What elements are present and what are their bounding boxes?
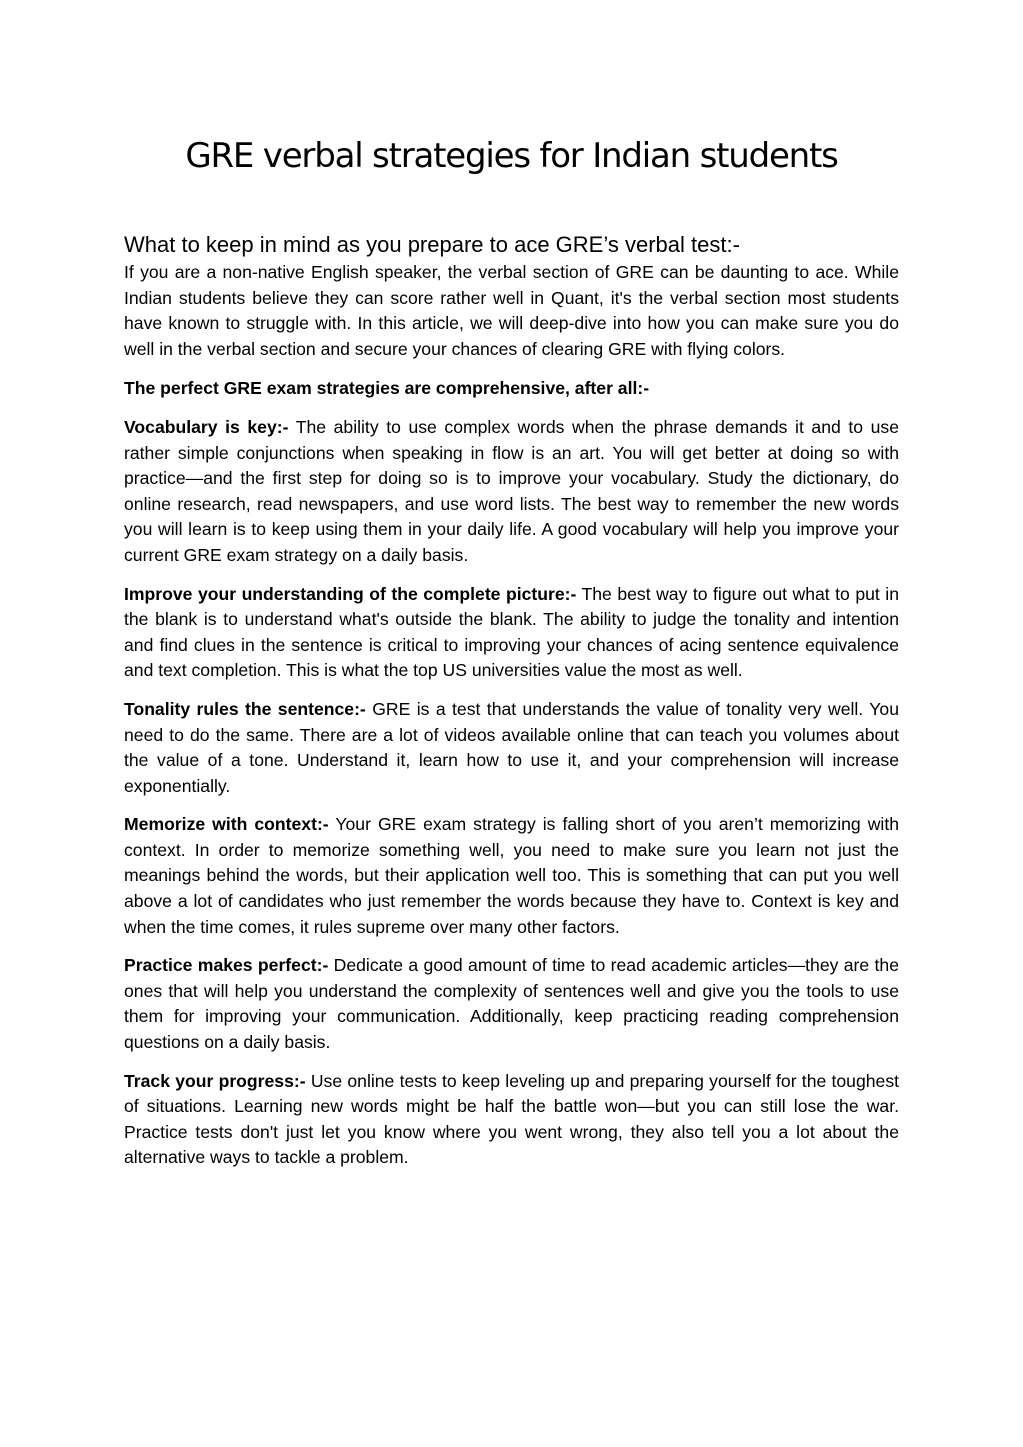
strategy-heading: Tonality rules the sentence:- <box>124 698 366 719</box>
strategy-body: The best way to figure out what to put in the blank is to understand what's outside the blank. The ability to judge the tonality and intention and find clues in the sentence is critical to improving your chances of acing sentence equivalence and text completion. This is what the top US universities value the most as well. <box>124 583 899 681</box>
strategy-paragraph-context <box>124 812 899 940</box>
document-body <box>124 230 899 1184</box>
strategy-body: Your GRE exam strategy is falling short of you aren’t memorizing with context. In order to memorize something well, you need to make sure you learn not just the meanings behind the words, but their application well too. This is something that can put you well above a lot of candidates who just remember the words because they have to. Context is key and when the time comes, it rules supreme over many other factors. <box>124 814 899 937</box>
document-subtitle: What to keep in mind as you prepare to ace GRE’s verbal test:- <box>124 232 740 257</box>
strategy-body: The ability to use complex words when the phrase demands it and to use rather simple conjunctions when speaking in flow is an art. You will get better at doing so with practice—and the first step for doing so is to improve your vocabulary. Study the dictionary, do online research, read newspapers, and use word lists. The best way to remember the new words you will learn is to keep using them in your daily life. A good vocabulary will help you improve your current GRE exam strategy on a daily basis. <box>124 416 899 565</box>
strategy-paragraph-vocabulary <box>124 415 899 569</box>
section-heading: The perfect GRE exam strategies are comprehensive, after all:- <box>124 378 650 399</box>
strategy-heading: Practice makes perfect:- <box>124 955 329 976</box>
intro-paragraph: If you are a non-native English speaker, the verbal section of GRE can be daunting to ace. While Indian students believe they can score rather well in Quant, it's the verbal section most students have known to struggle with. In this article, we will deep-dive into how you can make sure you do well in the verbal section and secure your chances of clearing GRE with flying colors. <box>124 262 899 359</box>
strategy-heading: Memorize with context:- <box>124 814 329 835</box>
strategy-paragraph-complete-picture <box>124 582 899 684</box>
strategy-paragraph-tonality <box>124 697 899 799</box>
strategy-paragraph-progress <box>124 1069 899 1171</box>
strategy-heading: Track your progress:- <box>124 1070 306 1091</box>
strategy-paragraph-practice <box>124 953 899 1055</box>
strategy-body: Dedicate a good amount of time to read academic articles—they are the ones that will help you understand the complexity of sentences well and give you the tools to use them for improving your communication. Additionally, keep practicing reading comprehension questions on a daily basis. <box>124 955 899 1053</box>
strategy-body: GRE is a test that understands the value of tonality very well. You need to do the same. There are a lot of videos available online that can teach you volumes about the value of a tone. Understand it, learn how to use it, and your comprehension will increase exponentially. <box>124 698 899 796</box>
strategy-heading: Improve your understanding of the complete picture:- <box>124 583 577 604</box>
document-title: GRE verbal strategies for Indian students <box>185 136 838 176</box>
strategy-heading: Vocabulary is key:- <box>124 416 289 437</box>
strategy-body: Use online tests to keep leveling up and preparing yourself for the toughest of situations. Learning new words might be half the battle won—but you can still lose the war. Practice tests don't just let you know where you went wrong, they also tell you a lot about the alternative ways to tackle a problem. <box>124 1070 900 1168</box>
